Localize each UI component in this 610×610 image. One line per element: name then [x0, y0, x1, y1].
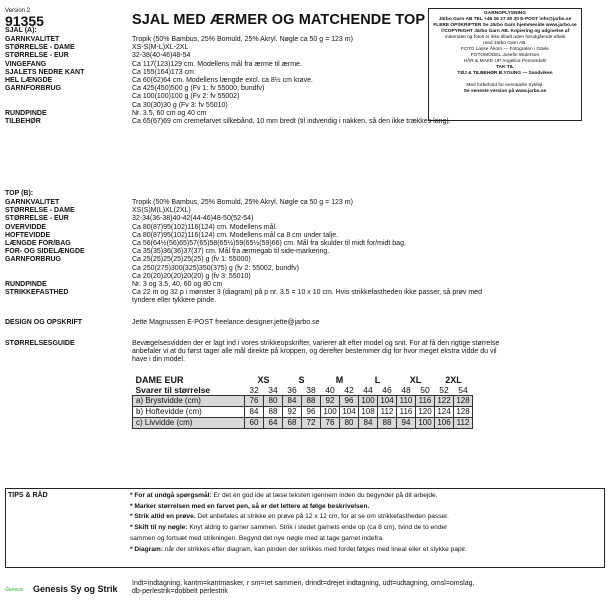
tips-label: TIPS & RÅD — [8, 492, 48, 499]
info-line: FOTOMODEL Josefin Widerson — [470, 53, 540, 58]
spec-label: STØRRELSE - EUR — [5, 215, 69, 223]
measure-cell: 64 — [264, 418, 283, 429]
spec-value: Nr. 3 og 3.5, 40, 60 og 80 cm — [132, 281, 223, 288]
genesis-logo-icon: Genesis — [5, 586, 24, 593]
measure-cell: 100 — [416, 418, 435, 429]
shop-name: Genesis Sy og Strik — [33, 584, 118, 594]
eur-size-cell: 54 — [454, 385, 473, 396]
measure-cell: 128 — [454, 396, 473, 407]
size-table-header: DAME EUR — [135, 375, 184, 385]
info-heading: GARNOPLYSNING — [484, 11, 526, 16]
size-column-header: L — [374, 375, 381, 385]
measure-cell: 120 — [416, 407, 435, 418]
spec-label: GARNFORBRUG — [5, 256, 61, 264]
size-column-header: XL — [409, 375, 422, 385]
spec-label: STRIKKEFASTHED — [5, 289, 69, 297]
info-line: med Järbo Garn AB. — [483, 41, 527, 46]
spec-value: Ca 35(35)36(36)37(37) cm. Mål fra ærmegab til side-markering. — [132, 248, 330, 256]
spec-value: XS(S)M(L)XL(2XL) — [132, 207, 191, 215]
measure-cell: 80 — [264, 396, 283, 407]
measure-cell: 72 — [302, 418, 321, 429]
size-column-header: M — [335, 375, 344, 385]
size-column-header: XS — [257, 375, 270, 385]
measure-cell: 116 — [416, 396, 435, 407]
measure-cell: 84 — [359, 418, 378, 429]
section-a-heading: SJAL (A): — [5, 27, 37, 34]
measure-cell: 92 — [283, 407, 302, 418]
table-row — [133, 396, 473, 407]
size-column-header: S — [298, 375, 305, 385]
info-line: Med forbehold for eventuelle trykfejl. — [466, 83, 544, 88]
measure-cell: 128 — [454, 407, 473, 418]
measure-label: b) Hoftevidde (cm) — [133, 407, 245, 418]
spec-label: GARNKVALITET — [5, 199, 60, 206]
measure-label: a) Brystvidde (cm) — [133, 396, 245, 407]
info-line: FLERE OPSKRIFTER Se Järbo Garn hjemmeside www.jarbo.se — [433, 23, 577, 28]
spec-value: Ca 30(30)30 g (Fv 3: fv 55010) — [132, 101, 228, 109]
tip-line: * Skift til ny nøgle: Knyt aldrig to garner sammen. Strik i stedet garnets ende op (ca 8 cm), tvind de to ender — [130, 524, 448, 532]
measure-cell: 92 — [321, 396, 340, 407]
info-line: Järbo Garn AB TEL +46 26 27 30 30 E-POST info@jarbo.se — [438, 17, 572, 22]
measure-cell: 112 — [454, 418, 473, 429]
spec-label: HEL LÆNGDE — [5, 77, 53, 84]
spec-value: Ca 117(123)129 cm. Modellens mål fra ærme til ærme. — [132, 60, 302, 68]
shop-logo — [5, 584, 118, 594]
table-row — [133, 407, 473, 418]
measure-cell: 76 — [245, 396, 264, 407]
spec-value: Ca 425(450)500 g (Fv 1: fv 55000, bundfv) — [132, 85, 265, 93]
measure-cell: 106 — [435, 418, 454, 429]
info-line: HÅR & MAKE UP Angelica Pennerdahl — [463, 59, 547, 64]
measure-cell: 94 — [397, 418, 416, 429]
spec-value: Ca 60(62)64 cm. Modellens længde excl. ca 8½ cm krave. — [132, 77, 313, 84]
spec-value: 32-38(40-46)48-54 — [132, 52, 191, 60]
design-value: Jette Magnussen E-POST freelance.designer.jette@jarbo.se — [132, 319, 320, 326]
tip-line: * For at undgå spørgsmål: Er det en god ide at læse teksten igennem inden du begynder på dit arbejde. — [130, 492, 438, 499]
abbreviations — [132, 580, 474, 596]
spec-value: Ca 22 m og 32 p i mønster 3 (diagram) på p nr. 3.5 = 10 x 10 cm. Hvis strikkefastheden ikke passer, så prøv med — [132, 289, 482, 297]
guide-line: anbefaler vi at du først tager alle mål direkte på kroppen, og derefter bestemmer dig for hvor meget ekstra vidde du vil — [132, 348, 497, 356]
spec-value: Ca 65(67)69 cm cremefarvet silkebånd, 10 mm bredt (til indvendig i nakken, så den ikke trækkes lang). — [132, 118, 451, 125]
measure-cell: 84 — [283, 396, 302, 407]
eur-size-cell: 52 — [435, 385, 454, 396]
measure-cell: 80 — [340, 418, 359, 429]
spec-label: RUNDPINDE — [5, 109, 47, 117]
measure-cell: 68 — [283, 418, 302, 429]
spec-label: SJALETS NEDRE KANT — [5, 68, 85, 76]
guide-line: have i din model. — [132, 356, 185, 364]
version-label: Version 2 — [5, 8, 31, 14]
eur-size-cell: 44 — [359, 385, 378, 396]
info-line: materialet og fotos er ikke tilladt uden forudgående aftale — [444, 35, 566, 40]
spec-label: GARNKVALITET — [5, 36, 60, 43]
guide-line: Bevægelsesvidden der er lagt ind i vores strikkeopskrifter, varierer alt efter model og snit. For at få den rigtige størrelse — [132, 340, 500, 347]
pattern-number: 91355 — [5, 13, 44, 29]
eur-size-cell: 42 — [340, 385, 359, 396]
spec-label: OVERVIDDE — [5, 223, 47, 231]
measure-cell: 104 — [378, 396, 397, 407]
eur-size-cell: 40 — [321, 385, 340, 396]
spec-label: GARNFORBRUG — [5, 85, 61, 93]
info-line: ©COPYRIGHT Järbo Garn AB. Kopiering og udgivelse af — [440, 29, 570, 34]
info-line: FOTO Lasse Åkom — Fotografen i Gävle — [461, 47, 549, 52]
size-table-wrap — [132, 375, 473, 429]
abbreviation-line: Indt=indtagning, kantm=kantmasker, r sm=ret sammen, drindt=drejet indtagning, udt=udtagning, omsl=omslag, — [132, 580, 475, 587]
spec-value: tyndere eller tykkere pinde. — [132, 297, 217, 305]
spec-label: VINGEFANG — [5, 60, 47, 68]
measure-cell: 60 — [245, 418, 264, 429]
design-label: DESIGN OG OPSKRIFT — [5, 319, 83, 326]
measure-cell: 84 — [245, 407, 264, 418]
tip-line: * Marker størrelsen med en farvet pen, så er det lettere at følge beskrivelsen. — [130, 502, 370, 510]
spec-label: HOFTEVIDDE — [5, 231, 51, 239]
page-title: SJAL MED ÆRMER OG MATCHENDE TOP — [132, 12, 426, 28]
measure-cell: 88 — [264, 407, 283, 418]
eur-size-cell: 34 — [264, 385, 283, 396]
size-guide-text — [132, 340, 499, 365]
spec-value: Nr. 3.5, 60 cm og 40 cm — [132, 109, 207, 117]
size-table-subheader: Svarer til størrelse — [133, 385, 245, 396]
table-row — [133, 418, 473, 429]
eur-size-cell: 50 — [416, 385, 435, 396]
measure-cell: 88 — [378, 418, 397, 429]
measure-cell: 100 — [359, 396, 378, 407]
eur-size-cell: 36 — [283, 385, 302, 396]
measure-cell: 124 — [435, 407, 454, 418]
spec-label: LÆNGDE FOR/BAG — [5, 240, 71, 247]
yarn-info-box — [428, 8, 582, 121]
measure-label: c) Livvidde (cm) — [133, 418, 245, 429]
spec-value: Ca 250(275)300(325)350(375) g (fv 2: 55002, bundfv) — [132, 264, 299, 272]
size-guide-label: STØRRELSESGUIDE — [5, 340, 75, 347]
tip-line: sammen og fortsæt med strikningen. Begynd det nye nøgle med at tage garnet indefra. — [130, 534, 385, 542]
spec-label: STØRRELSE - EUR — [5, 52, 69, 60]
spec-value: Ca 20(20)20(20)20(20) g (fv 3: 55010) — [132, 272, 251, 280]
measure-cell: 96 — [302, 407, 321, 418]
spec-value: Ca 80(87)95(102)116(124) cm. Modellens mål ca 8 cm under talje. — [132, 231, 339, 239]
eur-size-cell: 32 — [245, 385, 264, 396]
spec-label: STØRRELSE - DAME — [5, 44, 75, 52]
spec-label: STØRRELSE - DAME — [5, 207, 75, 215]
measure-cell: 96 — [340, 396, 359, 407]
measure-cell: 104 — [340, 407, 359, 418]
info-line: Se seneste version på www.jarbo.se — [463, 89, 547, 94]
measure-cell: 112 — [378, 407, 397, 418]
tip-line: * Strik altid en prøve. Det anbefales at strikke en prøve på 12 x 12 cm, for at se om strikkefastheden passer. — [130, 513, 449, 521]
measure-cell: 110 — [397, 396, 416, 407]
measure-cell: 88 — [302, 396, 321, 407]
spec-label: RUNDPINDE — [5, 281, 47, 288]
spec-value: Ca 56(64½(56)65)57(65)58(65½)59(65½(59)66) cm. Mål fra skulder til midt for/midt bag. — [132, 240, 406, 247]
spec-value: Tropik (50% Bambus, 25% Bomuld, 25% Akryl. Nøgle ca 50 g = 123 m) — [132, 199, 353, 206]
spec-label: FOR- OG SIDELÆNGDE — [5, 248, 85, 256]
design-row — [5, 319, 82, 327]
spec-value: Ca 25(25)25(25)25(25) g (fv 1: 55000) — [132, 256, 251, 264]
info-line: TAK TIL — [495, 65, 515, 70]
spec-value: Ca 155(164)173 cm — [132, 68, 194, 76]
info-line: TØJ & TILBEHØR B.YOUNG — Sandviken — [457, 71, 553, 76]
size-table — [132, 375, 473, 429]
spec-label: TILBEHØR — [5, 118, 41, 125]
measure-cell: 116 — [397, 407, 416, 418]
spec-value: 32-34(36-38)40-42(44-46)48-50(52-54) — [132, 215, 254, 223]
measure-cell: 100 — [321, 407, 340, 418]
measure-cell: 76 — [321, 418, 340, 429]
tips-box — [5, 488, 605, 568]
eur-size-cell: 48 — [397, 385, 416, 396]
spec-value: XS-S(M-L)XL-2XL — [132, 44, 189, 52]
spec-value: Ca 80(87)95(102)116(124) cm. Modellens mål. — [132, 223, 277, 231]
section-b-heading: TOP (B): — [5, 190, 34, 197]
tip-line: * Diagram: når der strikkes efter diagram, kan pinden der strikkes med fordel følges med lineal eller et stykke papir. — [130, 545, 467, 553]
abbreviation-line: db-perlestrik=dobbelt perlestrik — [132, 588, 228, 596]
spec-value: Tropik (50% Bambus, 25% Bomuld, 25% Akryl. Nøgle ca 50 g = 123 m) — [132, 36, 353, 43]
eur-size-cell: 46 — [378, 385, 397, 396]
measure-cell: 108 — [359, 407, 378, 418]
tips-text — [130, 491, 467, 555]
size-column-header: 2XL — [445, 375, 462, 385]
measure-cell: 122 — [435, 396, 454, 407]
spec-value: Ca 100(100)100 g (Fv 2: fv 55002) — [132, 93, 240, 101]
eur-size-cell: 38 — [302, 385, 321, 396]
